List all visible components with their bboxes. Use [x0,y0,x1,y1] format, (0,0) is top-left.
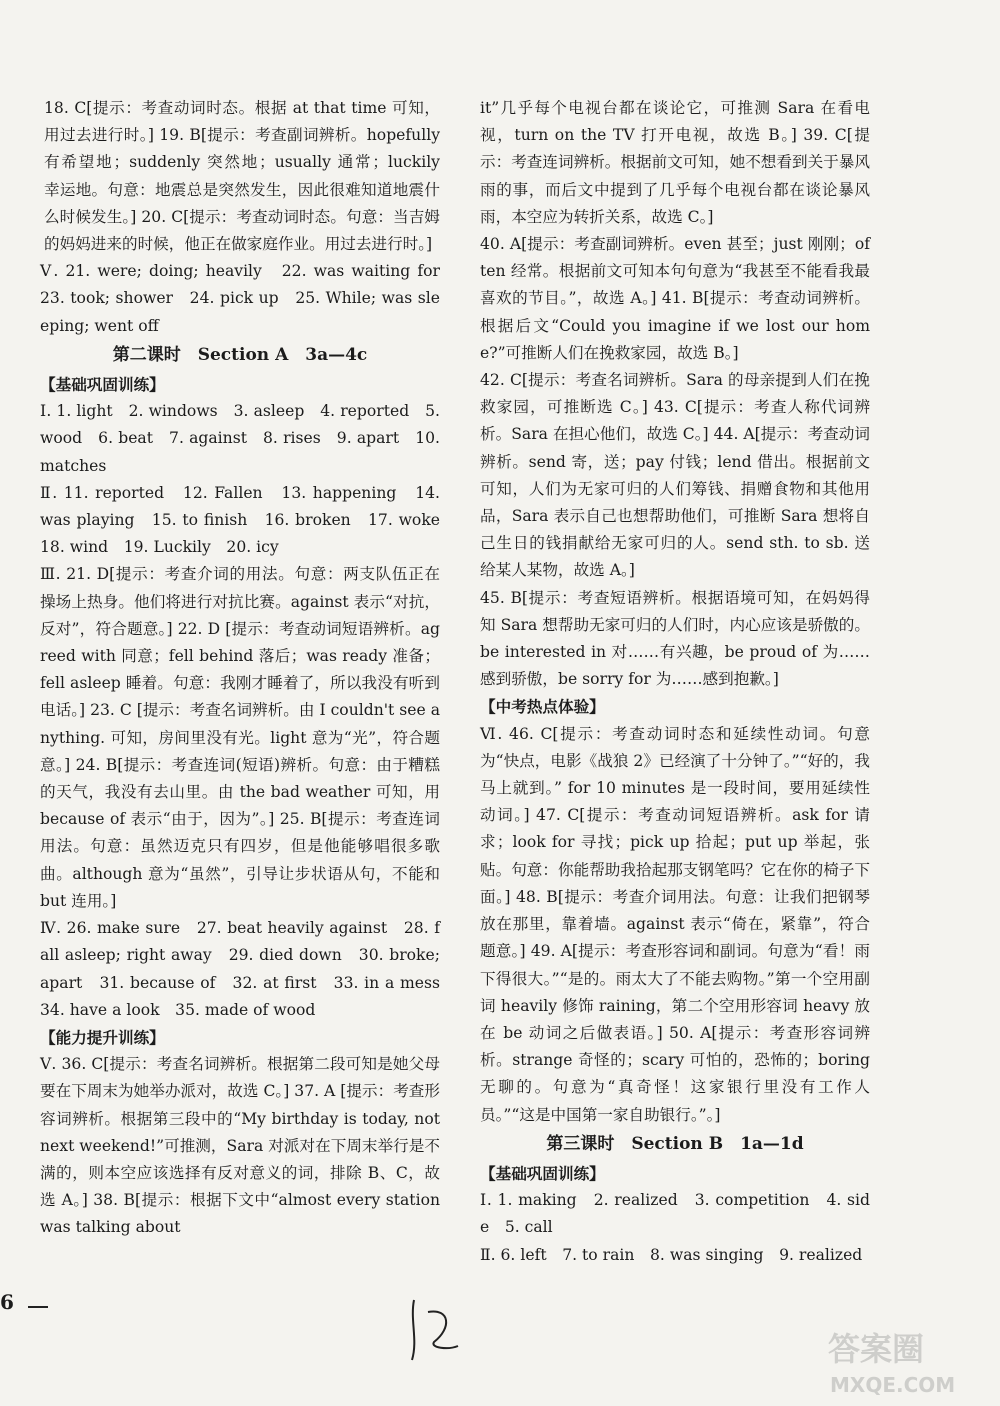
answer-paragraph: Ⅵ. 46. C[提示：考查动词时态和延续性动词。句意为“快点，电影《战狼 2》已经演了十分钟了。”“好的，我马上就到。” for 10 minutes 是一段时间，要用延续性动词。] 47. C[提示：考查动词短语辨析。ask for 请求；look for 寻找；pick up 拾起；put up 举起，张贴。句意：你能帮助我拾起那支钢笔吗？它在你的椅子下面。] 48. B[提示：考查介词用法。句意：让我们把钢琴放在那里，靠着墙。against 表示“倚在，紧靠”，符合题意。] 49. A[提示：考查形容词和副词。句意为“看！雨下得很大。”“是的。雨太大了不能去购物。”第一个空用副词 heavily 修饰 raining，第二个空用形容词 heavy 放在 be 动词之后做表语。] 50. A[提示：考查形容词辨析。strange 奇怪的；scary 可怕的，恐怖的；boring 无聊的。句意为“真奇怪！这家银行里没有工作人员。”“这是中国第一家自助银行。”。] [480,724,870,1124]
answer-paragraph: Ⅱ. 6. left 7. to rain 8. was singing 9. realized [480,1245,863,1264]
answer-paragraph: Ⅰ. 1. light 2. windows 3. asleep 4. reported 5. wood 6. beat 7. against 8. rises 9. apart 10. matches [40,402,440,475]
answer-paragraph: 45. B[提示：考查短语辨析。根据语境可知，在妈妈得知 Sara 想帮助无家可归的人们时，内心应该是骄傲的。be interested in 对……有兴趣，be proud of 为……感到骄傲，be sorry for 为……感到抱歉。] [480,588,870,689]
answer-paragraph: 18. C[提示：考查动词时态。根据 at that time 可知，用过去进行时。] 19. B[提示：考查副词辨析。hopefully 有希望地；suddenly 突然地；usually 通常；luckily 幸运地。句意：地震总是突然发生，因此很难知道地震什么时候发生。] 20. C[提示：考查动词时态。句意：当吉姆的妈妈进来的时候，他正在做家庭作业。用过去进行时。] [44,99,440,254]
answer-paragraph: it”几乎每个电视台都在谈论它，可推测 Sara 在看电视，turn on the TV 打开电视，故选 B。] 39. C[提示：考查连词辨析。根据前文可知，她不想看到关于暴风雨的事，而后文中提到了几乎每个电视台都在谈论暴风雨，本空应为转折关系，故选 C。] [480,99,870,226]
answer-paragraph: Ⅰ. 1. making 2. realized 3. competition 4. side 5. call [480,1191,870,1237]
subsection-heading: 【基础巩固训练】 [40,375,165,395]
left-column [40,95,456,1242]
handwritten-mark [400,1290,470,1370]
answer-paragraph: Ⅱ. 11. reported 12. Fallen 13. happening 14. was playing 15. to finish 16. broken 17. woke 18. wind 19. Luckily 20. icy [40,483,456,557]
watermark-top-text: 答案圈 [828,1330,925,1368]
answer-paragraph: Ⅴ. 21. were; doing; heavily 22. was waiting for 23. took; shower 24. pick up 25. While; was sleeping; went off [40,262,456,335]
answer-paragraph: Ⅴ. 36. C[提示：考查名词辨析。根据第二段可知是她父母要在下周末为她举办派对，故选 C。] 37. A [提示：考查形容词辨析。根据第三段中的“My birthday is today, not next weekend!”可推测，Sara 对派对在下周末举行是不满的，则本空应该选择有反对意义的词，排除 B、C，故选 A。] 38. B[提示：根据下文中“almost every station was talking about [40,1055,440,1237]
subsection-heading: 【基础巩固训练】 [480,1163,605,1183]
answer-paragraph: 42. C[提示：考查名词辨析。Sara 的母亲提到人们在挽救家园，可推断选 C。] 43. C[提示：考查人称代词辨析。Sara 在担心他们，故选 C。] 44. A[提示：考查动词辨析。send 寄，送；pay 付钱；lend 借出。根据前文可知，人们为无家可归的人们筹钱、捐赠食物和其他用品，Sara 表示自己也想帮助他们，可推断 Sara 想将自己生日的钱捐献给无家可归的人。send sth. to sb. 送给某人某物，故选 A。] [480,371,870,580]
page-number: 6 [0,1290,14,1314]
section-heading: 第三课时 Section B 1a—1d [546,1133,804,1154]
right-column [480,95,870,1269]
footer-rule [28,1306,48,1308]
subsection-heading: 【能力提升训练】 [40,1027,165,1047]
answer-paragraph: 40. A[提示：考查副词辨析。even 甚至；just 刚刚；often 经常。根据前文可知本句句意为“我甚至不能看我最喜欢的节目。”，故选 A。] 41. B[提示：考查动词辨析。根据后文“Could you imagine if we lost our home?”可推断人们在挽救家园，故选 B。] [480,235,870,362]
watermark-bottom-text: MXQE.COM [830,1373,956,1397]
watermark-logo [820,1322,990,1402]
subsection-heading: 【中考热点体验】 [480,697,605,717]
answer-paragraph: Ⅳ. 26. make sure 27. beat heavily against 28. fall asleep; right away 29. died down 30. broke; apart 31. because of 32. at first 33. in a mess 34. have a look 35. made of wood [40,919,456,1019]
section-heading: 第二课时 Section A 3a—4c [112,344,368,365]
answer-paragraph: Ⅲ. 21. D[提示：考查介词的用法。句意：两支队伍正在操场上热身。他们将进行对抗比赛。against 表示“对抗，反对”，符合题意。] 22. D [提示：考查动词短语辨析。agreed with 同意；fell behind 落后；was ready 准备；fell asleep 睡着。句意：我刚才睡着了，所以我没有听到电话。] 23. C [提示：考查名词辨析。由 I couldn't see anything. 可知，房间里没有光。light 意为“光”，符合题意。] 24. B[提示：考查连词(短语)辨析。句意：由于糟糕的天气，我没有去山里。由 the bad weather 可知，用 because of 表示“由于，因为”。] 25. B[提示：考查连词用法。句意：虽然迈克只有四岁，但是他能够唱很多歌曲。although 意为“虽然”，引导让步状语从句，不能和 but 连用。] [40,565,440,910]
